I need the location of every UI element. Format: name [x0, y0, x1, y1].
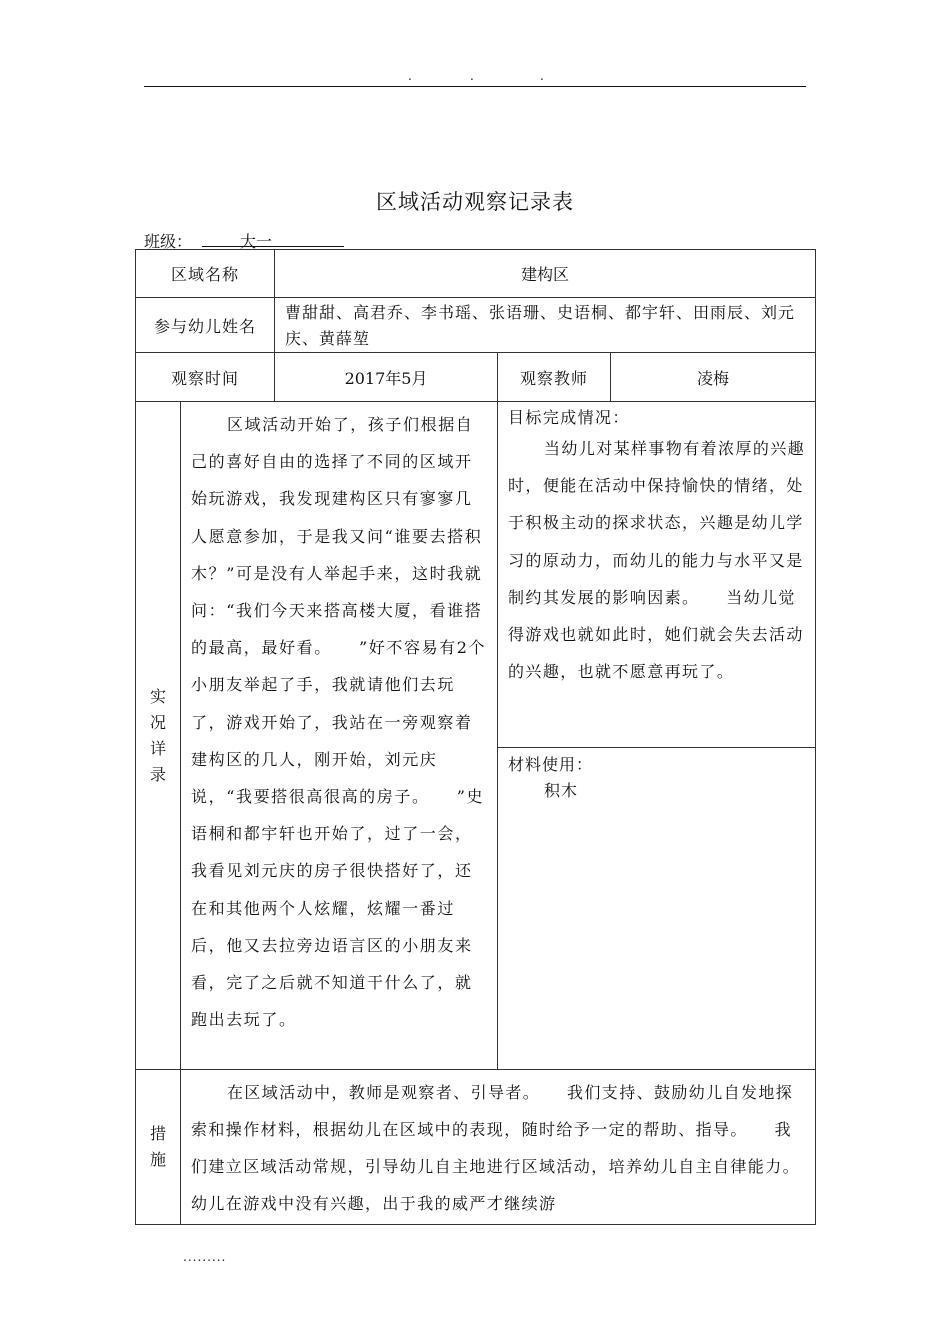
- material-value: 积木: [544, 781, 579, 800]
- time-label: 观察时间: [136, 353, 275, 402]
- measures-text: 在区域活动中，教师是观察者、引导者。 我们支持、鼓励幼儿自发地探索和操作材料，根据幼儿在区域中的表现，随时给予一定的帮助、指导。 我们建立区域活动常规，引导幼儿自主地进行区域活动，培养幼儿自主自律能力。 幼儿在游戏中没有兴趣，出于我的威严才继续游: [191, 1083, 827, 1213]
- teacher-label: 观察教师: [498, 353, 611, 402]
- observation-table: [135, 249, 827, 1225]
- header-dot: .: [408, 69, 412, 83]
- area-label: 区域名称: [136, 250, 275, 298]
- header-rule: [144, 86, 806, 87]
- goal-cell: [498, 402, 816, 748]
- record-narrative: 区域活动开始了，孩子们根据自己的喜好自由的选择了不同的区域开始玩游戏，我发现建构区只有寥寥几人愿意参加，于是我又问“谁要去搭积木？”可是没有人举起手来，这时我就问：“我们今天来搭高楼大厦，看谁搭的最高，最好看。 ”好不容易有2个小朋友举起了手，我就请他们去玩了，游戏开始了，我站在一旁观察着建构区的几人，刚开始，刘元庆说，“我要搭很高很高的房子。 ”史语桐和都宇轩也开始了，过了一会，我看见刘元庆的房子很快搭好了，还在和其他两个人炫耀，炫耀一番过后，他又去拉旁边语言区的小朋友来看，完了之后就不知道干什么了，就跑出去玩了。: [191, 415, 487, 1030]
- page-title: 区域活动观察记录表: [376, 190, 574, 214]
- area-value: 建构区: [275, 250, 816, 298]
- record-narrative-cell: [181, 402, 498, 1070]
- goal-text: 当幼儿对某样事物有着浓厚的兴趣时，便能在活动中保持愉快的情绪，处于积极主动的探求状态，兴趣是幼儿学习的原动力，而幼儿的能力与水平又是制约其发展的影响因素。 当幼儿觉得游戏也就如此时，她们就会失去活动的兴趣，也就不愿意再玩了。: [508, 439, 806, 682]
- material-label: 材料使用：: [508, 755, 594, 774]
- teacher-value: 凌梅: [611, 353, 816, 402]
- children-names: 曹甜甜、高君乔、李书瑶、张语珊、史语桐、都宇轩、田雨辰、刘元庆、黄薛堃: [275, 298, 816, 353]
- measures-label: 措施: [149, 1124, 166, 1169]
- header-dots: [0, 70, 950, 86]
- header-dot: .: [540, 69, 544, 83]
- material-cell: [498, 748, 816, 1070]
- goal-label: 目标完成情况：: [508, 408, 630, 427]
- children-label: 参与幼儿姓名: [136, 298, 275, 353]
- record-label-cell: [136, 402, 181, 1070]
- class-label: 班级：: [144, 232, 193, 251]
- record-label: 实况详录: [149, 686, 166, 784]
- class-value: 大一: [202, 229, 344, 247]
- class-field: [144, 229, 273, 251]
- footer-dots: .........: [183, 1250, 227, 1264]
- header-dot: .: [470, 69, 474, 83]
- measures-cell: [181, 1070, 827, 1225]
- measures-label-cell: [136, 1070, 181, 1225]
- time-value: 2017年5月: [275, 353, 498, 402]
